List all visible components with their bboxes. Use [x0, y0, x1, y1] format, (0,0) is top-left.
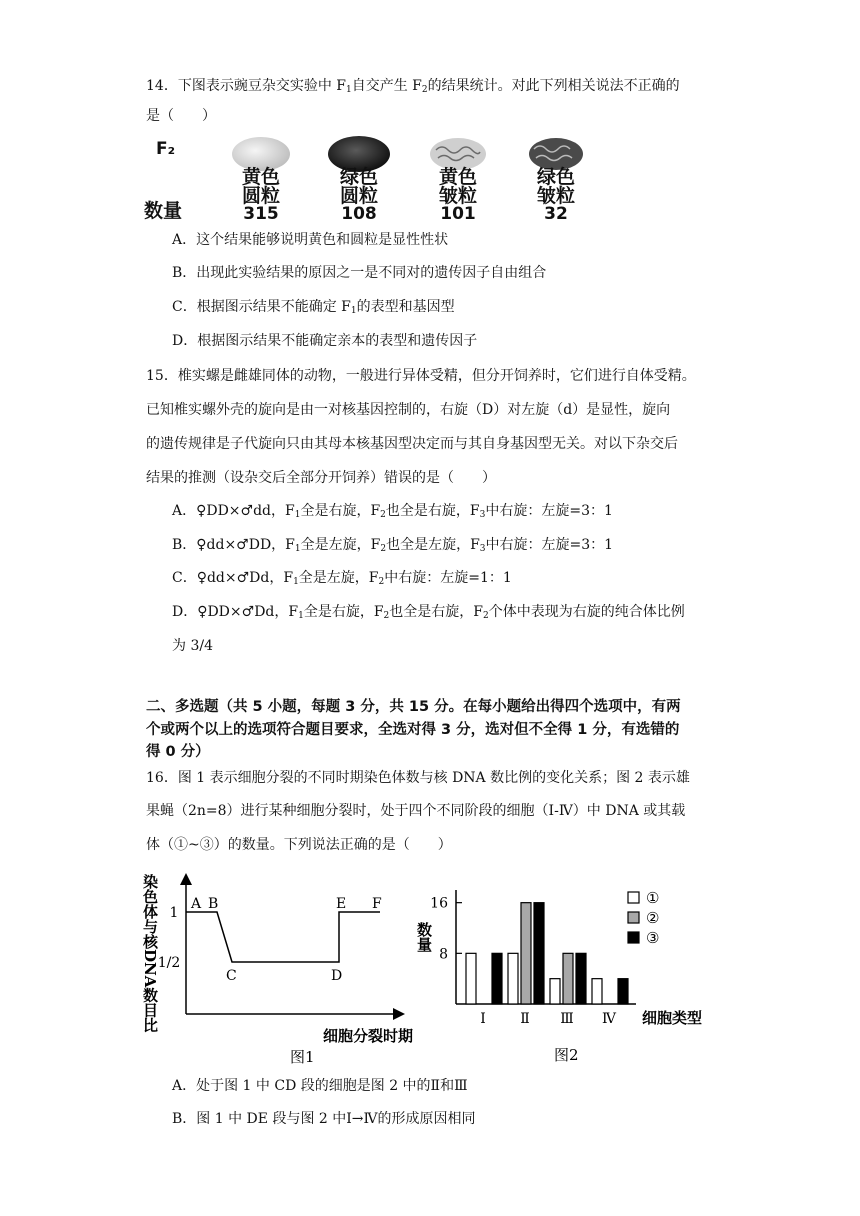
q15-stem-line4: 结果的推测（设杂交后全部分开饲养）错误的是（ ） [146, 470, 496, 486]
q15-stem-line1: 15．椎实螺是雌雄同体的动物，一般进行异体受精，但分开饲养时，它们进行自体受精。 [146, 368, 696, 384]
fig2-category-label-2: Ⅱ [520, 1011, 530, 1027]
count-row-label: 数量 [144, 200, 183, 222]
fig2-bar-Ⅲ-1 [550, 979, 560, 1004]
fig2-bar-Ⅰ-3 [492, 953, 502, 1004]
q16-stem-line3: 体（①~③）的数量。下列说法正确的是（ ） [146, 837, 452, 853]
figure-1 [140, 866, 420, 1066]
q15-option-d: D．♀DD×♂Dd，$F_1$全是右旋，$F_2$也全是右旋，$F_2$个体中表现为右旋的纯合体比例 [172, 604, 685, 621]
fig2-category-label-4: Ⅳ [602, 1011, 616, 1027]
section2-heading-line2: 个或两个以上的选项符合题目要求，全选对得 3 分，选对但不全得 1 分，有选错的 [146, 722, 680, 738]
q15-option-b: B．♀dd×♂DD，$F_1$全是左旋，$F_2$也全是左旋，$F_3$中右旋：左旋=3：1 [172, 537, 614, 554]
q14-stem-line2: 是（ ） [146, 108, 216, 124]
q14-option-d: D．根据图示结果不能确定亲本的表型和遗传因子 [172, 333, 478, 349]
fig1-point-b: B [208, 896, 219, 912]
fig2-legend-swatch-1 [628, 892, 639, 903]
fig1-curve [186, 912, 380, 962]
f2-label: F₂ [156, 139, 176, 159]
section2-heading-line3: 得 0 分） [146, 744, 210, 760]
q16-option-b: B．图 1 中 DE 段与图 2 中Ⅰ→Ⅳ的形成原因相同 [172, 1111, 476, 1127]
q15-option-c: C．♀dd×♂Dd，$F_1$全是左旋，$F_2$中右旋：左旋=1：1 [172, 570, 512, 587]
fig2-bar-Ⅱ-1 [508, 953, 518, 1004]
fig1-xlabel: 细胞分裂时期 [323, 1027, 414, 1045]
seed-count-4: 32 [544, 204, 568, 224]
fig1-point-f: F [372, 896, 382, 912]
fig2-bar-Ⅳ-1 [592, 979, 602, 1004]
q14-option-b: B．出现此实验结果的原因之一是不同对的遗传因子自由组合 [172, 265, 547, 281]
pea-seed-figure [140, 134, 600, 226]
fig2-legend-swatch-3 [628, 932, 639, 943]
q15-stem-line2: 已知椎实螺外壳的旋向是由一对核基因控制的，右旋（D）对左旋（d）是显性，旋向 [146, 402, 671, 418]
fig2-bar-Ⅱ-2 [521, 903, 531, 1004]
fig2-ytick-label-1: 16 [430, 895, 448, 912]
fig2-category-label-1: Ⅰ [480, 1011, 486, 1027]
fig2-caption: 图2 [554, 1046, 579, 1064]
fig2-bar-Ⅰ-1 [466, 953, 476, 1004]
q15-option-a: A．♀DD×♂dd，$F_1$全是右旋，$F_2$也全是右旋，$F_3$中右旋：左旋=3：1 [172, 503, 613, 520]
seed-label-1: 黄色 圆粒 [241, 166, 280, 207]
fig1-ytick-half: 1/2 [157, 955, 181, 971]
fig1-point-e: E [336, 896, 347, 912]
q16-stem-line1: 16．图 1 表示细胞分裂的不同时期染色体数与核 DNA 数比例的变化关系；图 2 表示雄 [146, 770, 690, 786]
seed-count-2: 108 [341, 204, 377, 224]
fig2-ylabel: 数量 [415, 922, 433, 952]
fig2-category-label-3: Ⅲ [560, 1011, 574, 1027]
fig2-bar-Ⅱ-3 [534, 903, 544, 1004]
q16-option-a: A．处于图 1 中 CD 段的细胞是图 2 中的Ⅱ和Ⅲ [172, 1078, 468, 1094]
fig1-ytick-1: 1 [169, 905, 179, 921]
fig1-point-a: A [191, 896, 202, 912]
figure-2-chart [414, 880, 724, 1066]
seed-label-4: 绿色 皱粒 [536, 166, 575, 207]
fig1-caption: 图1 [290, 1048, 315, 1066]
fig2-xlabel: 细胞类型 [642, 1009, 703, 1027]
q15-stem-line3: 的遗传规律是子代旋向只由其母本核基因型决定而与其自身基因型无关。对以下杂交后 [146, 436, 678, 452]
fig2-legend-label-1: ① [646, 889, 660, 907]
fig2-bar-Ⅲ-3 [576, 953, 586, 1004]
fig1-point-d: D [331, 968, 343, 984]
fig1-ylabel: 染色体与核DNA数目比 [141, 874, 159, 1033]
seed-label-3: 黄色 皱粒 [438, 166, 477, 207]
q14-stem-line1: 14．下图表示豌豆杂交实验中 $F_1$自交产生 $F_2$的结果统计。对此下列相关说法不正确的 [146, 78, 680, 95]
fig2-legend-swatch-2 [628, 912, 639, 923]
q14-option-c: C．根据图示结果不能确定 $F_1$的表型和基因型 [172, 299, 455, 316]
fig2-legend-label-2: ② [646, 909, 660, 927]
q16-stem-line2: 果蝇（2n=8）进行某种细胞分裂时，处于四个不同阶段的细胞（Ⅰ-Ⅳ）中 DNA 或其载 [146, 803, 686, 819]
seed-count-3: 101 [440, 204, 476, 224]
fig2-bar-Ⅳ-3 [618, 979, 628, 1004]
seed-count-1: 315 [243, 204, 279, 224]
fig2-legend-label-3: ③ [646, 929, 660, 947]
fig2-bar-Ⅲ-2 [563, 953, 573, 1004]
seed-label-2: 绿色 圆粒 [339, 166, 378, 207]
q15-option-d-line2: 为 3/4 [172, 638, 213, 654]
fig1-point-c: C [226, 968, 237, 984]
q14-option-a: A．这个结果能够说明黄色和圆粒是显性性状 [172, 232, 449, 248]
fig2-ytick-label-0: 8 [439, 946, 448, 963]
section2-heading-line1: 二、多选题（共 5 小题，每题 3 分，共 15 分。在每小题给出得四个选项中，有两 [146, 699, 681, 715]
